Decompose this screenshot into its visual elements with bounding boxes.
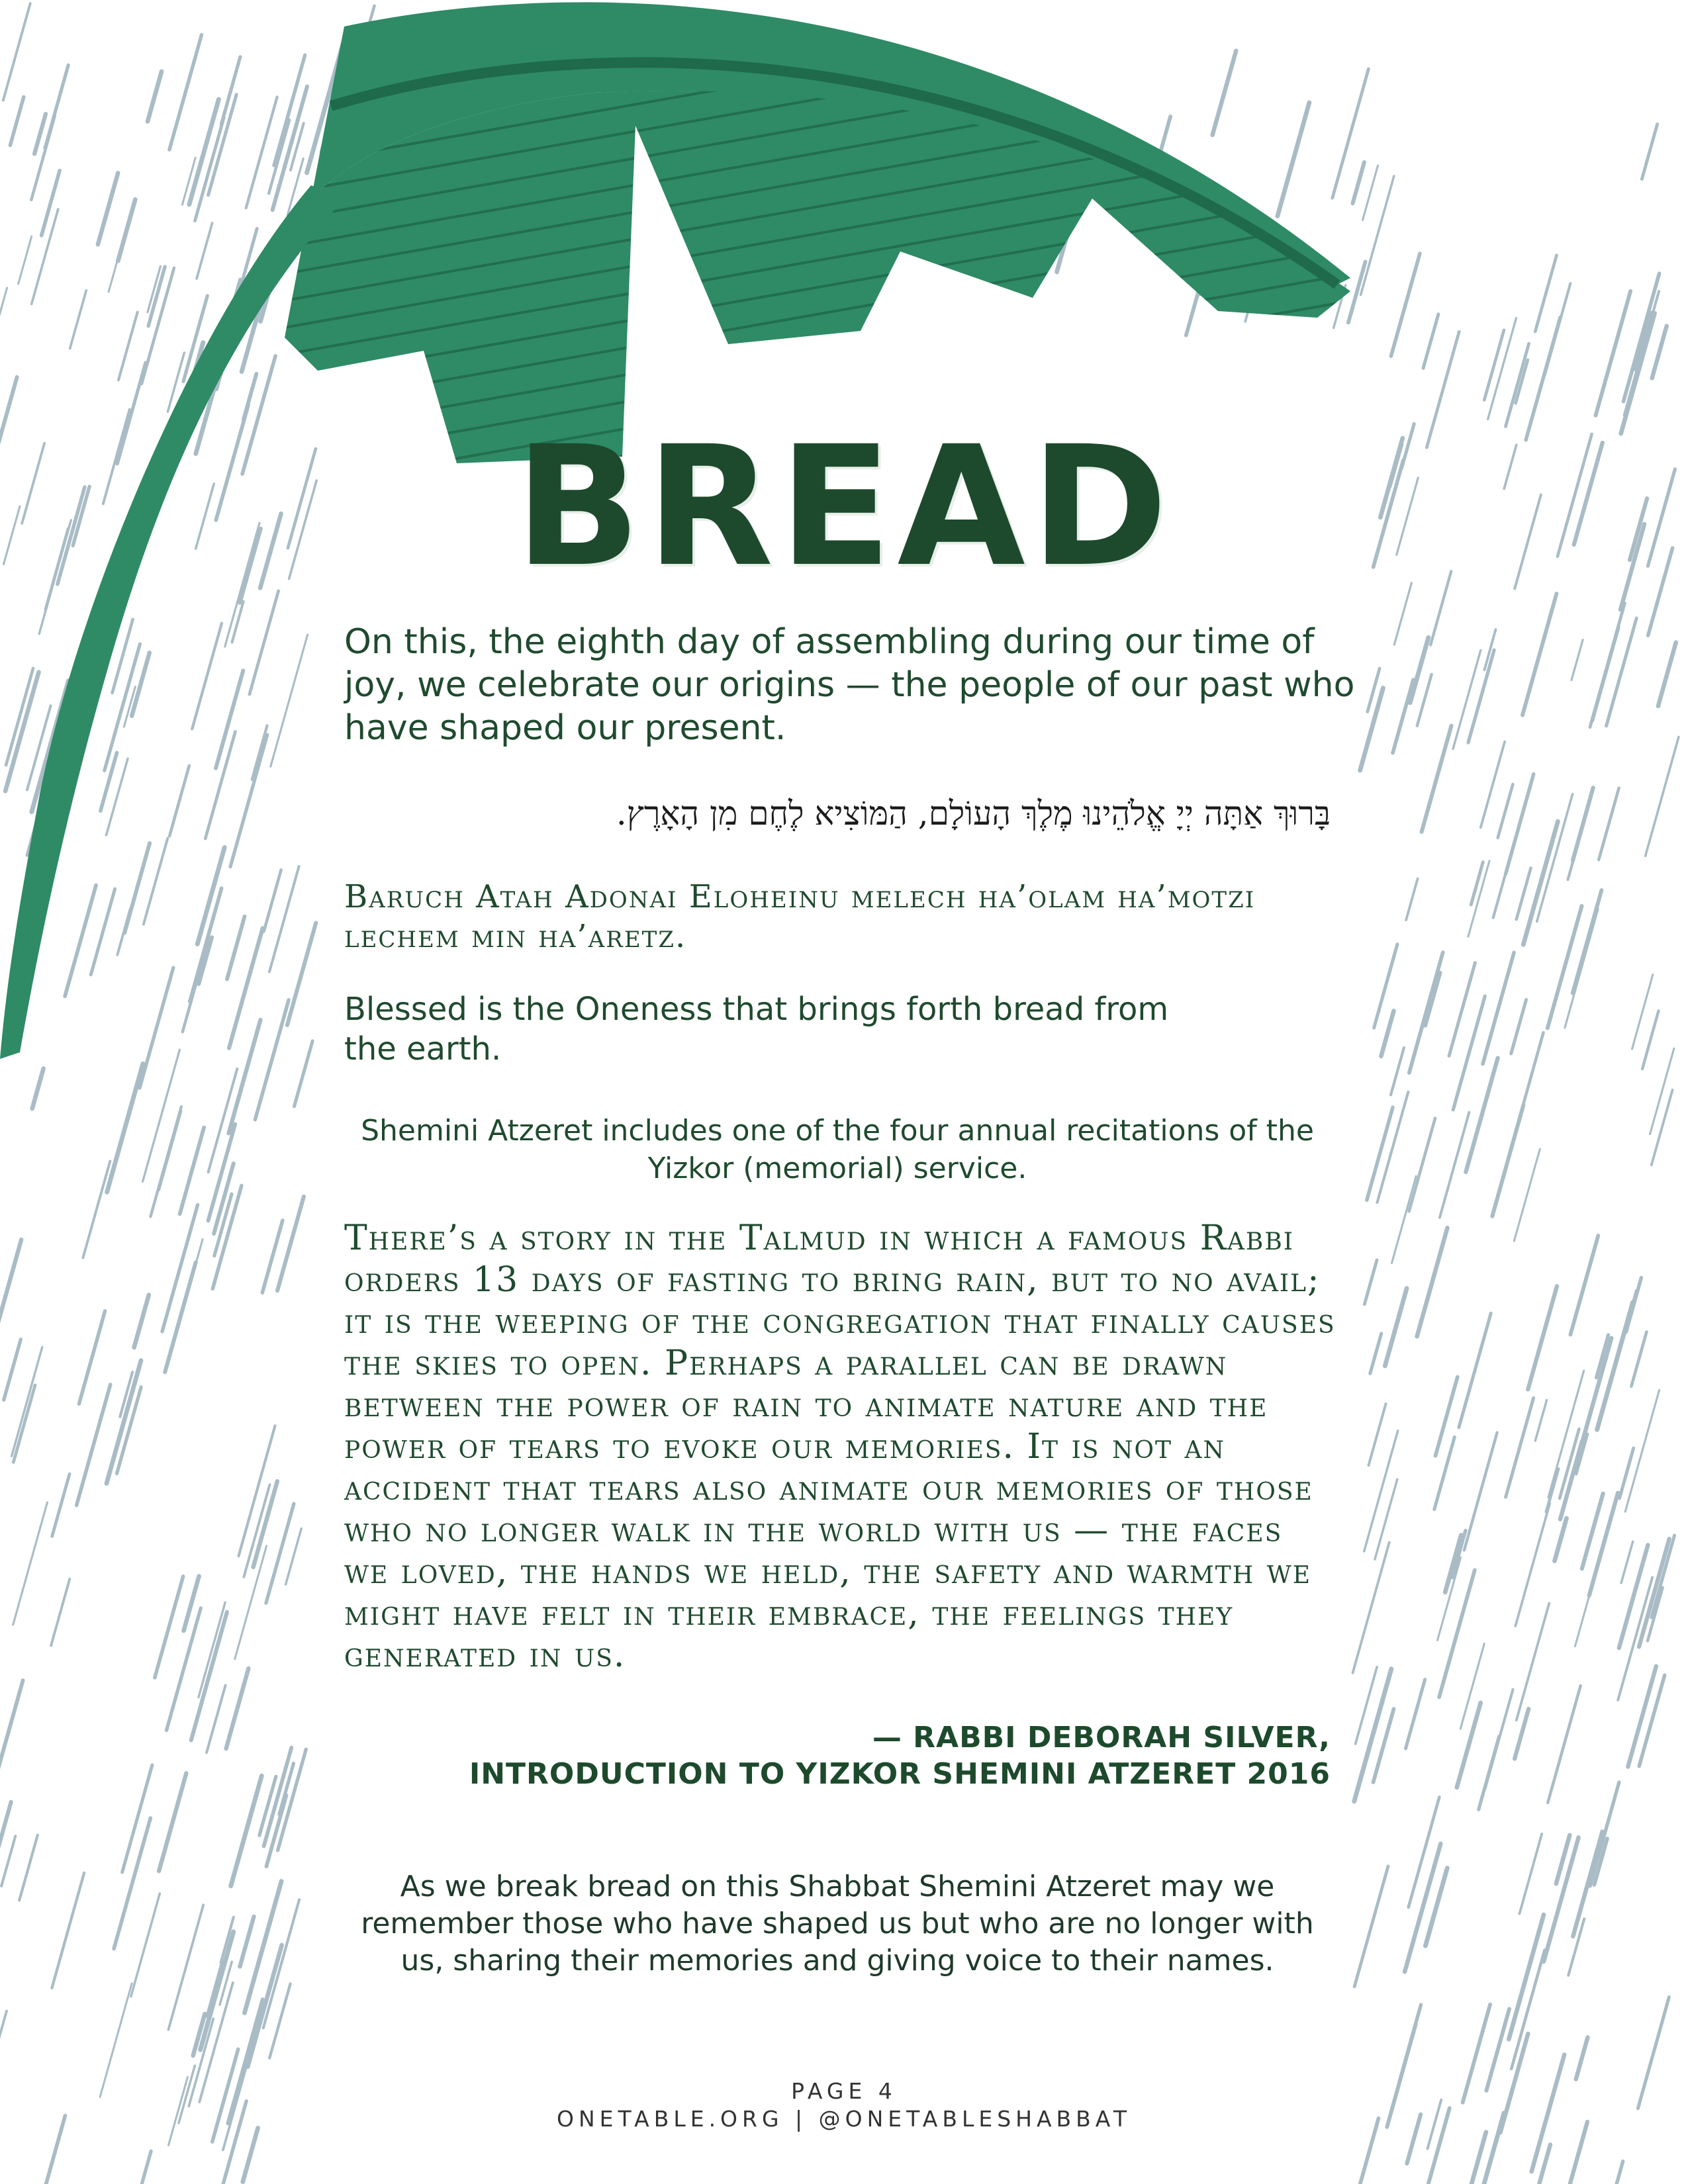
footer-website-link[interactable]: ONETABLE.ORG | @ONETABLESHABBAT <box>557 2106 1131 2132</box>
hebrew-blessing: בָּרוּךְ אַתָּה יְיָ אֱלֹהֵינוּ מֶלֶךְ הָעוֹלָם, הַמּוֹצִיא לֶחֶם מִן הָאָרֶץ. <box>616 794 1331 833</box>
page-title: BREAD <box>514 410 1174 603</box>
page-number: PAGE 4 <box>791 2078 897 2104</box>
closing-paragraph: As we break bread on this Shabbat Shemini Atzeret may we remember those who have shaped us but who are no longer with us, sharing their memories and giving voice to their names. <box>361 1870 1314 1978</box>
attribution-source: INTRODUCTION TO YIZKOR SHEMINI ATZERET 2016 <box>469 1757 1331 1791</box>
blessing-transliteration: Baruch Atah Adonai Eloheinu melech ha’olam ha’motzi lechem min ha’aretz. <box>344 878 1256 955</box>
attribution-author: — RABBI DEBORAH SILVER, <box>872 1721 1331 1754</box>
intro-paragraph: On this, the eighth day of assembling during our time of joy, we celebrate our origins — the people of our past who have shaped our present. <box>344 622 1355 748</box>
talmud-story-quote: There’s a story in the Talmud in which a famous Rabbi orders 13 days of fasting to bring rain, but to no avail; it is the weeping of the congregation that finally causes the skies to open. Perhaps a parallel can be drawn between the power of rain to animate nature and the power of tears to evoke our memories. It is not an accident that tears also animate our memories of those who no longer walk in the world with us — the faces we loved, the hands we held, the safety and warmth we might have felt in their embrace, the feelings they generated in us. <box>344 1218 1336 1675</box>
blessing-translation: Blessed is the Oneness that brings forth bread from the earth. <box>344 991 1169 1068</box>
quote-attribution <box>344 1719 1331 1792</box>
yizkor-note: Shemini Atzeret includes one of the four annual recitations of the Yizkor (memorial) service. <box>361 1114 1314 1185</box>
